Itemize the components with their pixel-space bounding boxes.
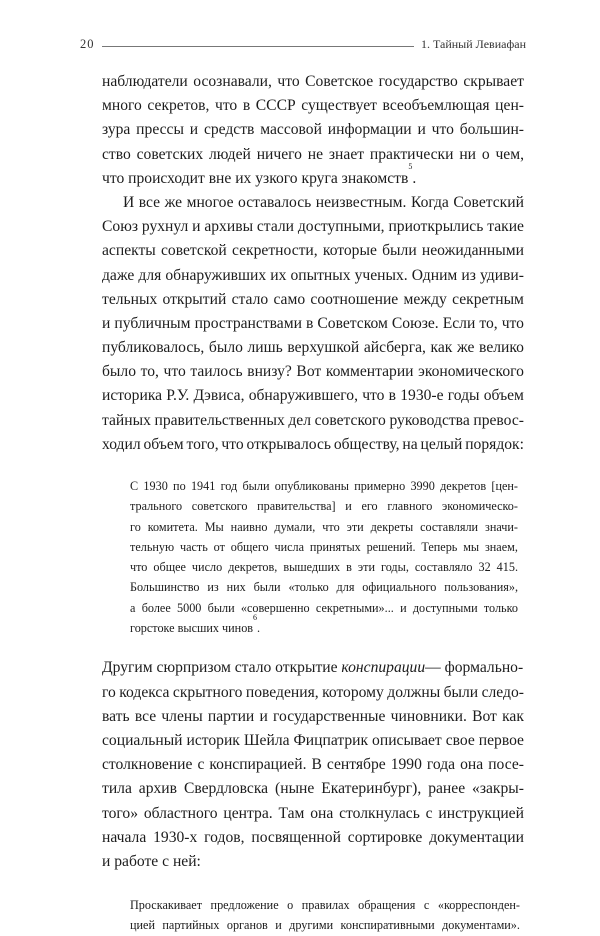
text-line: публиковалось, было лишь верхушкой айсберга, как же велико	[102, 339, 524, 357]
text-line: даже для обнаруживших их опытных ученых. Одним из удиви-	[102, 266, 524, 284]
quote-line: что общее число декретов, вышедших в эти годы, составляло 32 415.	[130, 560, 518, 575]
text-line: начала 1930-х годов, посвященной сортировке документации	[102, 828, 524, 846]
text-line: что происходит вне их узкого круга знакомств 5 .	[102, 167, 524, 191]
block-quote-1	[130, 476, 518, 638]
paragraph-3	[102, 656, 524, 874]
emphasized-term: конспирации	[341, 659, 426, 677]
quote-line: горстоке высших чинов 6 .	[130, 618, 518, 638]
text-line: И все же многое оставалось неизвестным. Когда Советский	[123, 193, 524, 211]
quote-line: Проскакивает предложение о правилах обращения с «корреспонден-	[130, 898, 520, 913]
text-line: аспекты советской секретности, которые были неожиданными	[102, 242, 524, 260]
header-rule	[102, 46, 414, 47]
text-line: тельных открытий стало само соотношение между секретным	[102, 290, 524, 308]
text-line: ходил объем того, что открывалось обществу, на целый порядок:	[102, 435, 524, 453]
line-text: Другим сюрпризом стало открытие конспирации— формально-	[102, 659, 524, 677]
block-quote-2	[130, 895, 520, 936]
running-header	[80, 37, 526, 51]
footnote-ref[interactable]: 5	[408, 161, 413, 171]
quote-line: го комитета. Мы наивно думали, что эти декреты составляли значи-	[130, 519, 518, 534]
text-line: историка Р.У. Дэвиса, обнаружившего, что в 1930-е годы объем	[102, 387, 524, 405]
text-line: и работе с ней:	[102, 852, 201, 870]
text-line: тила архив Свердловска (ныне Екатеринбург), ранее «закры-	[102, 780, 524, 798]
text-line: много секретов, что в СССР существует всеобъемлющая цен-	[102, 97, 524, 115]
text-line: было то, что таилось внизу? Вот комментарии экономического	[102, 363, 524, 381]
quote-line: С 1930 по 1941 год были опубликованы примерно 3990 декретов [цен-	[130, 479, 518, 493]
quote-line: трального советского правительства] и его главного экономическо-	[130, 499, 518, 514]
quote-line: тельную часть от общего числа принятых решений. Теперь мы знаем,	[130, 539, 518, 554]
page-body	[102, 70, 524, 936]
quote-line: Большинство из них были «только для официального пользования»,	[130, 580, 518, 595]
text-line: наблюдатели осознавали, что Советское государство скрывает	[102, 73, 524, 90]
text-line: тайных правительственных дел советского руководства превос-	[102, 411, 524, 429]
chapter-running-head: 1. Тайный Левиафан	[420, 36, 526, 51]
text-line: вать все члены партии и государственные чиновники. Вот как	[102, 707, 524, 725]
text-line: ство советских людей ничего не знает практически ни о чем,	[102, 145, 524, 163]
text-line: того» областного центра. Там она столкнулась с инструкцией	[102, 804, 524, 822]
text-line: социальный историк Шейла Фицпатрик описывает свое первое	[102, 731, 524, 749]
page-number: 20	[80, 36, 95, 51]
text-line: и публичным пространствами в Советском Союзе. Если то, что	[102, 314, 524, 332]
text-line	[102, 656, 524, 680]
footnote-ref[interactable]: 6	[253, 613, 258, 623]
quote-line: цией партийных органов и другими конспиративными документами».	[130, 918, 520, 933]
line-text: горстоке высших чинов	[130, 621, 254, 636]
text-line: зура прессы и средств массовой информации и что большин-	[102, 121, 524, 139]
quote-line: а более 5000 были «совершенно секретными»... и доступными только	[130, 600, 518, 615]
paragraph-1	[102, 70, 524, 191]
text-line: го кодекса скрытного поведения, которому должны были следо-	[102, 683, 524, 701]
paragraph-2	[102, 191, 524, 457]
line-text: что происходит вне их узкого круга знакомств	[102, 169, 409, 187]
text-line: Союз рухнул и архивы стали доступными, приоткрылись такие	[102, 218, 524, 236]
text-line: столкновение с конспирацией. В сентябре 1990 года она посе-	[102, 756, 524, 774]
